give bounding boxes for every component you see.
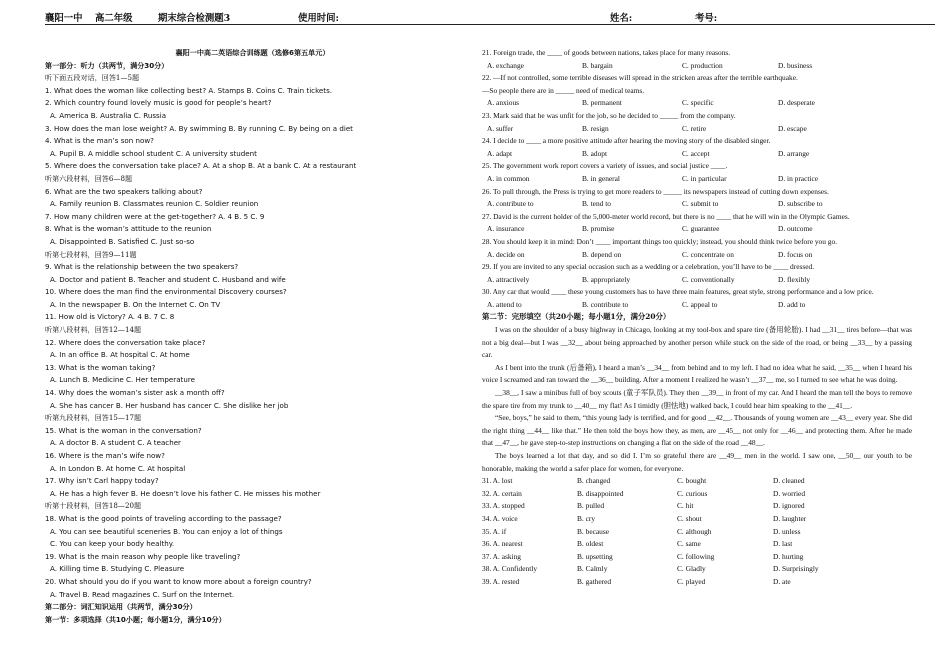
cloze-options bbox=[482, 538, 912, 551]
question-text: 14. Why does the woman’s sister ask a month off? bbox=[45, 388, 225, 398]
answer-option: 38. A. Confidently bbox=[482, 564, 538, 574]
question-text: 22. —If not controlled, some terrible diseases will spread in the stricken areas after the terrible earthquake. bbox=[482, 73, 798, 83]
answer-option: B. cry bbox=[577, 513, 596, 523]
answer-option: A. in common bbox=[487, 173, 530, 183]
section-heading: 第一节：多项选择（共10小题；每小题1分，满分10分） bbox=[45, 614, 226, 624]
question-text: 23. Mark said that he was unfit for the job, so he decided to _____ from the company. bbox=[482, 110, 736, 120]
answer-option: B. gathered bbox=[577, 576, 612, 586]
answer-option: B. bargain bbox=[582, 60, 613, 70]
answer-option: C. concentrate on bbox=[682, 249, 734, 259]
question-text: 18. What is the good points of traveling according to the passage? bbox=[45, 513, 282, 523]
answer-option: D. arrange bbox=[778, 148, 810, 158]
question-text: 29. If you are invited to any special occasion such as a wedding or a celebration, you’ll have to be ____ dressed. bbox=[482, 262, 815, 272]
answer-option: B. contribute to bbox=[582, 299, 629, 309]
question-text: 7. How many children were at the get-together? A. 4 B. 5 C. 9 bbox=[45, 211, 265, 221]
answer-option: D. worried bbox=[773, 488, 806, 498]
cloze-options bbox=[482, 576, 912, 589]
answer-option: 35. A. if bbox=[482, 526, 507, 536]
answer-option: 33. A. stopped bbox=[482, 501, 525, 511]
answer-options bbox=[482, 274, 912, 287]
answer-options bbox=[482, 148, 912, 161]
answer-option: C. in particular bbox=[682, 173, 727, 183]
answer-option: D. laughter bbox=[773, 513, 807, 523]
exam-number-label: 考号: bbox=[695, 13, 718, 24]
question-text: 11. How old is Victory? A. 4 B. 7 C. 8 bbox=[45, 312, 175, 322]
answer-options: A. America B. Australia C. Russia bbox=[50, 110, 167, 120]
answer-option: C. curious bbox=[677, 488, 708, 498]
answer-option: D. flexibly bbox=[778, 274, 811, 284]
answer-option: B. adopt bbox=[582, 148, 608, 158]
answer-option: D. desperate bbox=[778, 98, 815, 108]
answer-options: A. Lunch B. Medicine C. Her temperature bbox=[50, 375, 195, 385]
answer-option: 31. A. lost bbox=[482, 476, 513, 486]
question-text: 25. The government work report covers a variety of issues, and social justice ____. bbox=[482, 161, 728, 171]
answer-option: D. subscribe to bbox=[778, 199, 823, 209]
answer-options: A. In London B. At home C. At hospital bbox=[50, 463, 186, 473]
answer-option: D. outcome bbox=[778, 224, 813, 234]
answer-option: B. appropriately bbox=[582, 274, 631, 284]
answer-option: D. focus on bbox=[778, 249, 813, 259]
answer-option: B. oldest bbox=[577, 539, 604, 549]
answer-options: A. You can see beautiful sceneries B. You can enjoy a lot of things bbox=[50, 526, 283, 536]
cloze-options bbox=[482, 526, 912, 539]
question-text: 15. What is the woman in the conversation? bbox=[45, 425, 202, 435]
cloze-options bbox=[482, 475, 912, 488]
answer-options: A. Doctor and patient B. Teacher and student C. Husband and wife bbox=[50, 274, 286, 284]
question-text: 6. What are the two speakers talking about? bbox=[45, 186, 203, 196]
question-text: 19. What is the main reason why people like traveling? bbox=[45, 551, 241, 561]
answer-options: A. In the newspaper B. On the Internet C. On TV bbox=[50, 299, 221, 309]
question-text: 12. Where does the conversation take place? bbox=[45, 337, 206, 347]
question-text: 30. Any car that would ____ these young customers has to have three main features, great style, strong performance and a low price. bbox=[482, 287, 874, 297]
question-text: —So people there are in _____ need of medical teams. bbox=[482, 85, 645, 95]
answer-option: D. Surprisingly bbox=[773, 564, 819, 574]
answer-option: A. adapt bbox=[487, 148, 513, 158]
answer-options bbox=[482, 299, 912, 312]
answer-option: B. promise bbox=[582, 224, 615, 234]
answer-option: B. changed bbox=[577, 476, 611, 486]
question-text: 5. Where does the conversation take place? A. At a shop B. At a bank C. At a restaurant bbox=[45, 161, 357, 171]
answer-options: A. Pupil B. A middle school student C. A university student bbox=[50, 148, 257, 158]
listening-instruction: 听第九段材料，回答15—17题 bbox=[45, 413, 142, 423]
answer-option: B. pulled bbox=[577, 501, 605, 511]
answer-option: C. hit bbox=[677, 501, 694, 511]
use-time-label: 使用时间: bbox=[298, 13, 339, 24]
answer-option: D. ate bbox=[773, 576, 791, 586]
cloze-options bbox=[482, 563, 912, 576]
answer-option: B. tend to bbox=[582, 199, 611, 209]
answer-option: 36. A. nearest bbox=[482, 539, 523, 549]
answer-option: C. submit to bbox=[682, 199, 719, 209]
answer-options bbox=[482, 249, 912, 262]
answer-option: D. hurting bbox=[773, 551, 804, 561]
answer-option: D. add to bbox=[778, 299, 806, 309]
right-column bbox=[482, 47, 912, 589]
answer-option: B. Calmly bbox=[577, 564, 608, 574]
listening-instruction: 听第八段材料，回答12—14题 bbox=[45, 325, 142, 335]
answer-option: B. in general bbox=[582, 173, 620, 183]
cloze-options bbox=[482, 513, 912, 526]
answer-option: B. disappointed bbox=[577, 488, 624, 498]
answer-option: A. contribute to bbox=[487, 199, 534, 209]
answer-options: A. He has a high fever B. He doesn’t love his father C. He misses his mother bbox=[50, 488, 321, 498]
exam-title: 期末综合检测题3 bbox=[158, 13, 231, 24]
answer-options bbox=[482, 223, 912, 236]
listening-instruction: 听第十段材料，回答18—20题 bbox=[45, 501, 142, 511]
answer-option: C. retire bbox=[682, 123, 707, 133]
answer-options: A. Travel B. Read magazines C. Surf on the Internet. bbox=[50, 589, 235, 599]
answer-option: C. although bbox=[677, 526, 712, 536]
school-name: 襄阳一中 bbox=[45, 13, 83, 24]
question-text: 26. To pull through, the Press is trying to get more readers to _____ its newspapers instead of cutting down expenses. bbox=[482, 186, 829, 196]
answer-option: 39. A. rested bbox=[482, 576, 520, 586]
cloze-paragraph: The boys learned a lot that day, and so did I. I’m so grateful there are __49__ men in the world. I saw one, __50__ our youth to be honorable, making the world a safer place for women, for everyone. bbox=[482, 451, 912, 473]
name-field-label: 姓名: bbox=[610, 13, 633, 24]
left-column bbox=[45, 47, 460, 626]
section-heading: 第二部分：词汇知识运用（共两节，满分30分） bbox=[45, 602, 197, 612]
question-text: 28. You should keep it in mind: Don’t ____ important things too quickly; instead, you should think twice before you go. bbox=[482, 236, 838, 246]
answer-option: C. Gladly bbox=[677, 564, 706, 574]
answer-option: C. played bbox=[677, 576, 706, 586]
cloze-options bbox=[482, 551, 912, 564]
answer-option: B. depend on bbox=[582, 249, 622, 259]
answer-options bbox=[482, 123, 912, 136]
answer-option: A. attractively bbox=[487, 274, 530, 284]
answer-option: D. escape bbox=[778, 123, 807, 133]
answer-option: A. insurance bbox=[487, 224, 525, 234]
listening-instruction: 听下面五段对话，回答1—5题 bbox=[45, 73, 140, 83]
question-text: 4. What is the man’s son now? bbox=[45, 136, 154, 146]
answer-option: 34. A. voice bbox=[482, 513, 518, 523]
answer-option: A. suffer bbox=[487, 123, 514, 133]
answer-option: C. appeal to bbox=[682, 299, 718, 309]
answer-options: A. In an office B. At hospital C. At home bbox=[50, 350, 190, 360]
answer-options bbox=[482, 60, 912, 73]
section-heading: 第一部分：听力（共两节，满分30分） bbox=[45, 60, 169, 70]
answer-option: B. upsetting bbox=[577, 551, 613, 561]
question-text: 1. What does the woman like collecting best? A. Stamps B. Coins C. Train tickets. bbox=[45, 85, 333, 95]
cloze-paragraph: “See, boys,” he said to them, “this young lady is terrified, and for good __42__. Thousands of young women are __43__ every year. She did the right thing __44__ like that.” He then told the boys how they, as men, are __45__ not only for __46__ and protecting them. After he made that __47__, he gave step-to-step instructions on changing a flat on the side of the road __48__. bbox=[482, 413, 912, 448]
answer-option: B. resign bbox=[582, 123, 609, 133]
answer-option: D. in practice bbox=[778, 173, 819, 183]
question-text: 9. What is the relationship between the two speakers? bbox=[45, 262, 239, 272]
question-text: 8. What is the woman’s attitude to the reunion bbox=[45, 224, 212, 234]
answer-options: C. You can keep your body healthy. bbox=[50, 539, 175, 549]
question-text: 2. Which country found lovely music is good for people’s heart? bbox=[45, 98, 272, 108]
question-text: 24. I decide to ____ a more positive attitude after hearing the moving story of the disabled singer. bbox=[482, 136, 771, 146]
answer-option: C. bought bbox=[677, 476, 707, 486]
answer-option: C. guarantee bbox=[682, 224, 720, 234]
question-text: 20. What should you do if you want to know more about a foreign country? bbox=[45, 576, 312, 586]
answer-option: A. decide on bbox=[487, 249, 525, 259]
answer-option: C. accept bbox=[682, 148, 710, 158]
question-text: 16. Where is the man’s wife now? bbox=[45, 451, 165, 460]
answer-options bbox=[482, 97, 912, 110]
answer-option: A. anxious bbox=[487, 98, 520, 108]
answer-options bbox=[482, 173, 912, 186]
question-text: 27. David is the current holder of the 5,000-meter world record, but there is no ____ that he will win in the Olympic Games. bbox=[482, 211, 850, 221]
answer-option: C. conventionally bbox=[682, 274, 735, 284]
question-text: 21. Foreign trade, the ____ of goods between nations, takes place for many reasons. bbox=[482, 48, 731, 57]
answer-option: 32. A. certain bbox=[482, 488, 522, 498]
answer-option: D. last bbox=[773, 539, 793, 549]
cloze-paragraph: __38__, I saw a minibus full of boy scouts (童子军队员). They then __39__ in front of my car. And I heard the man tell the boys to remove the spare tire from my trunk to __40__ my flat! As I timidly (胆怯地) walked back, I could hear him speaking to the __41__. bbox=[482, 388, 912, 410]
answer-option: C. same bbox=[677, 539, 701, 549]
listening-instruction: 听第七段材料，回答9—11题 bbox=[45, 249, 137, 259]
cloze-options bbox=[482, 500, 912, 513]
answer-option: D. unless bbox=[773, 526, 801, 536]
section-title: 襄阳一中高二英语综合训练题（选修6第五单元） bbox=[175, 48, 330, 57]
answer-option: C. production bbox=[682, 60, 723, 70]
listening-instruction: 听第六段材料，回答6—8题 bbox=[45, 173, 133, 183]
cloze-options bbox=[482, 488, 912, 501]
answer-option: B. permanent bbox=[582, 98, 622, 108]
answer-options: A. Disappointed B. Satisfied C. Just so-so bbox=[50, 236, 195, 246]
answer-option: D. cleaned bbox=[773, 476, 805, 486]
answer-options bbox=[482, 198, 912, 211]
answer-option: D. business bbox=[778, 60, 813, 70]
cloze-paragraph: I was on the shoulder of a busy highway in Chicago, looking at my tool-box and spare tire (备用轮胎). I had __31__ tires before—that was not a big deal—but I was __32__ about being approached by another person while stuck on the side of the road, or being __33__ by a passing car. bbox=[482, 325, 912, 360]
question-text: 10. Where does the man find the environmental Discovery courses? bbox=[45, 287, 287, 297]
answer-options: A. She has cancer B. Her husband has cancer C. She dislike her job bbox=[50, 400, 289, 410]
question-text: 17. Why isn’t Carl happy today? bbox=[45, 476, 159, 486]
answer-option: A. attend to bbox=[487, 299, 522, 309]
answer-option: 37. A. asking bbox=[482, 551, 522, 561]
exam-header bbox=[45, 6, 935, 25]
answer-options: A. A doctor B. A student C. A teacher bbox=[50, 438, 181, 448]
answer-options: A. Killing time B. Studying C. Pleasure bbox=[50, 564, 185, 574]
answer-option: C. shout bbox=[677, 513, 702, 523]
question-text: 13. What is the woman taking? bbox=[45, 362, 156, 372]
answer-option: C. specific bbox=[682, 98, 714, 108]
answer-option: B. because bbox=[577, 526, 610, 536]
answer-options: A. Family reunion B. Classmates reunion C. Soldier reunion bbox=[50, 199, 259, 209]
question-text: 3. How does the man lose weight? A. By swimming B. By running C. By being on a diet bbox=[45, 123, 353, 133]
section-heading: 第二节：完形填空（共20小题；每小题1分，满分20分） bbox=[482, 312, 671, 322]
cloze-paragraph: As I bent into the trunk (后备箱), I heard a man’s __34__ from behind and to my left. I had no idea what he said, __35__ when I heard his voice I screamed and ran toward the __36__ building. After a moment I realized he wasn’t __37__ me, so I turned to see what he was doing. bbox=[482, 362, 912, 385]
answer-option: C. following bbox=[677, 551, 715, 561]
answer-option: A. exchange bbox=[487, 60, 524, 70]
grade-label: 高二年级 bbox=[95, 13, 133, 24]
answer-option: D. ignored bbox=[773, 501, 805, 511]
